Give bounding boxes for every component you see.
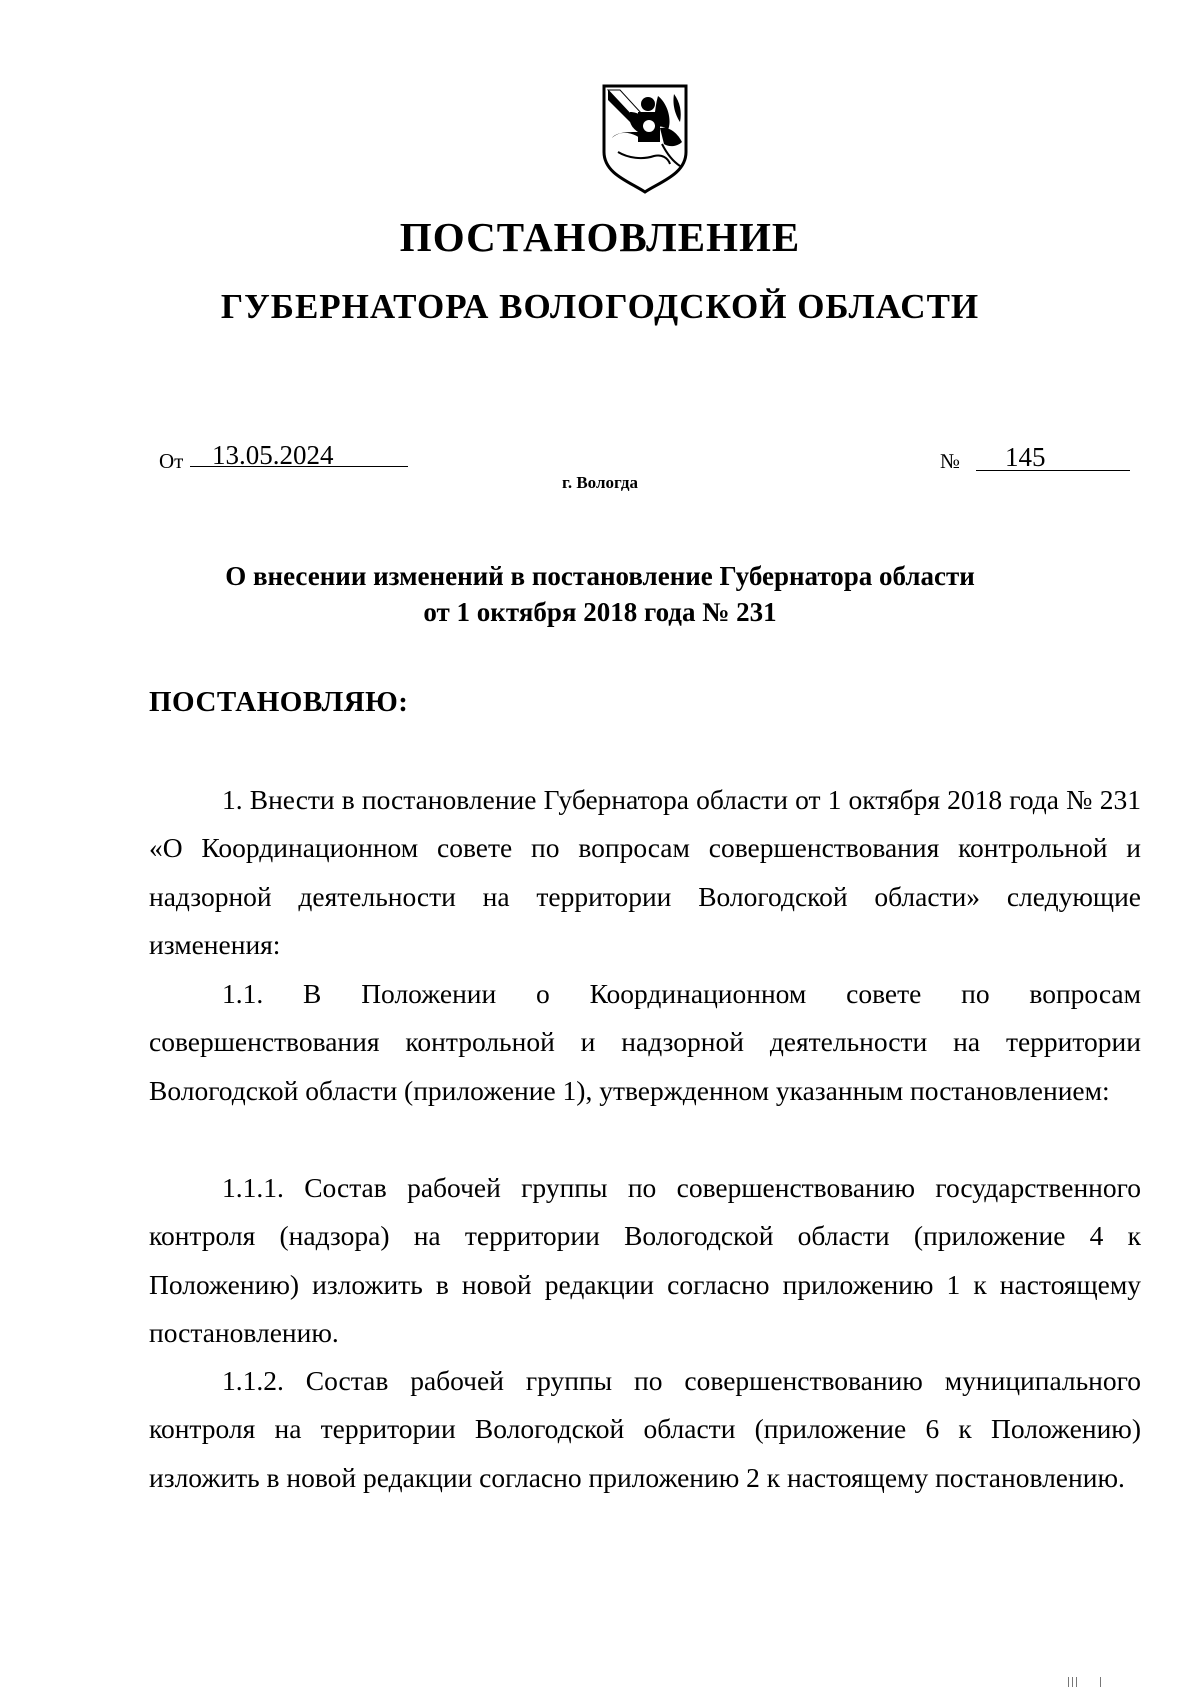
subject-line-1: О внесении изменений в постановление Губернатора области [225, 561, 975, 591]
paragraph-1-1-1 [149, 1164, 1141, 1357]
document-issuer: ГУБЕРНАТОРА ВОЛОГОДСКОЙ ОБЛАСТИ [220, 287, 980, 326]
number-underline [976, 470, 1130, 471]
number-label: № [940, 449, 961, 473]
scan-artifact [1068, 1677, 1102, 1687]
decree-heading: ПОСТАНОВЛЯЮ: [149, 686, 409, 718]
paragraph-text: 1.1.2. Состав рабочей группы по совершенствованию муниципального контроля на территории Вологодской области (приложение 6 к Положению) изложить в новой редакции согласно приложению 2 к настоящему постановлению. [149, 1365, 1141, 1493]
document-subject [0, 558, 1200, 630]
paragraph-text: 1.1. В Положении о Координационном совете по вопросам совершенствования контрольной и надзорной деятельности на территории Вологодской области (приложение 1), утвержденном указанным постановлением: [149, 978, 1141, 1106]
city: г. Вологда [562, 473, 638, 492]
paragraph-text: 1.1.1. Состав рабочей группы по совершенствованию государственного контроля (надзора) на территории Вологодской области (приложение 4 к Положению) изложить в новой редакции согласно приложению 1 к настоящему постановлению. [149, 1172, 1141, 1348]
date-label: От [159, 449, 184, 473]
paragraph-1-1-2 [149, 1357, 1141, 1502]
subject-line-2: от 1 октября 2018 года № 231 [423, 597, 777, 627]
document-title: ПОСТАНОВЛЕНИЕ [399, 214, 801, 260]
document-number: 145 [1005, 442, 1046, 472]
paragraph-text: 1. Внести в постановление Губернатора области от 1 октября 2018 года № 231 «О Координационном совете по вопросам совершенствования контрольной и надзорной деятельности на территории Вологодской области» следующие изменения: [149, 784, 1141, 960]
coat-of-arms-icon [598, 82, 692, 194]
paragraph-1-1 [149, 970, 1141, 1115]
paragraph-1 [149, 776, 1141, 969]
document-date: 13.05.2024 [212, 440, 334, 470]
